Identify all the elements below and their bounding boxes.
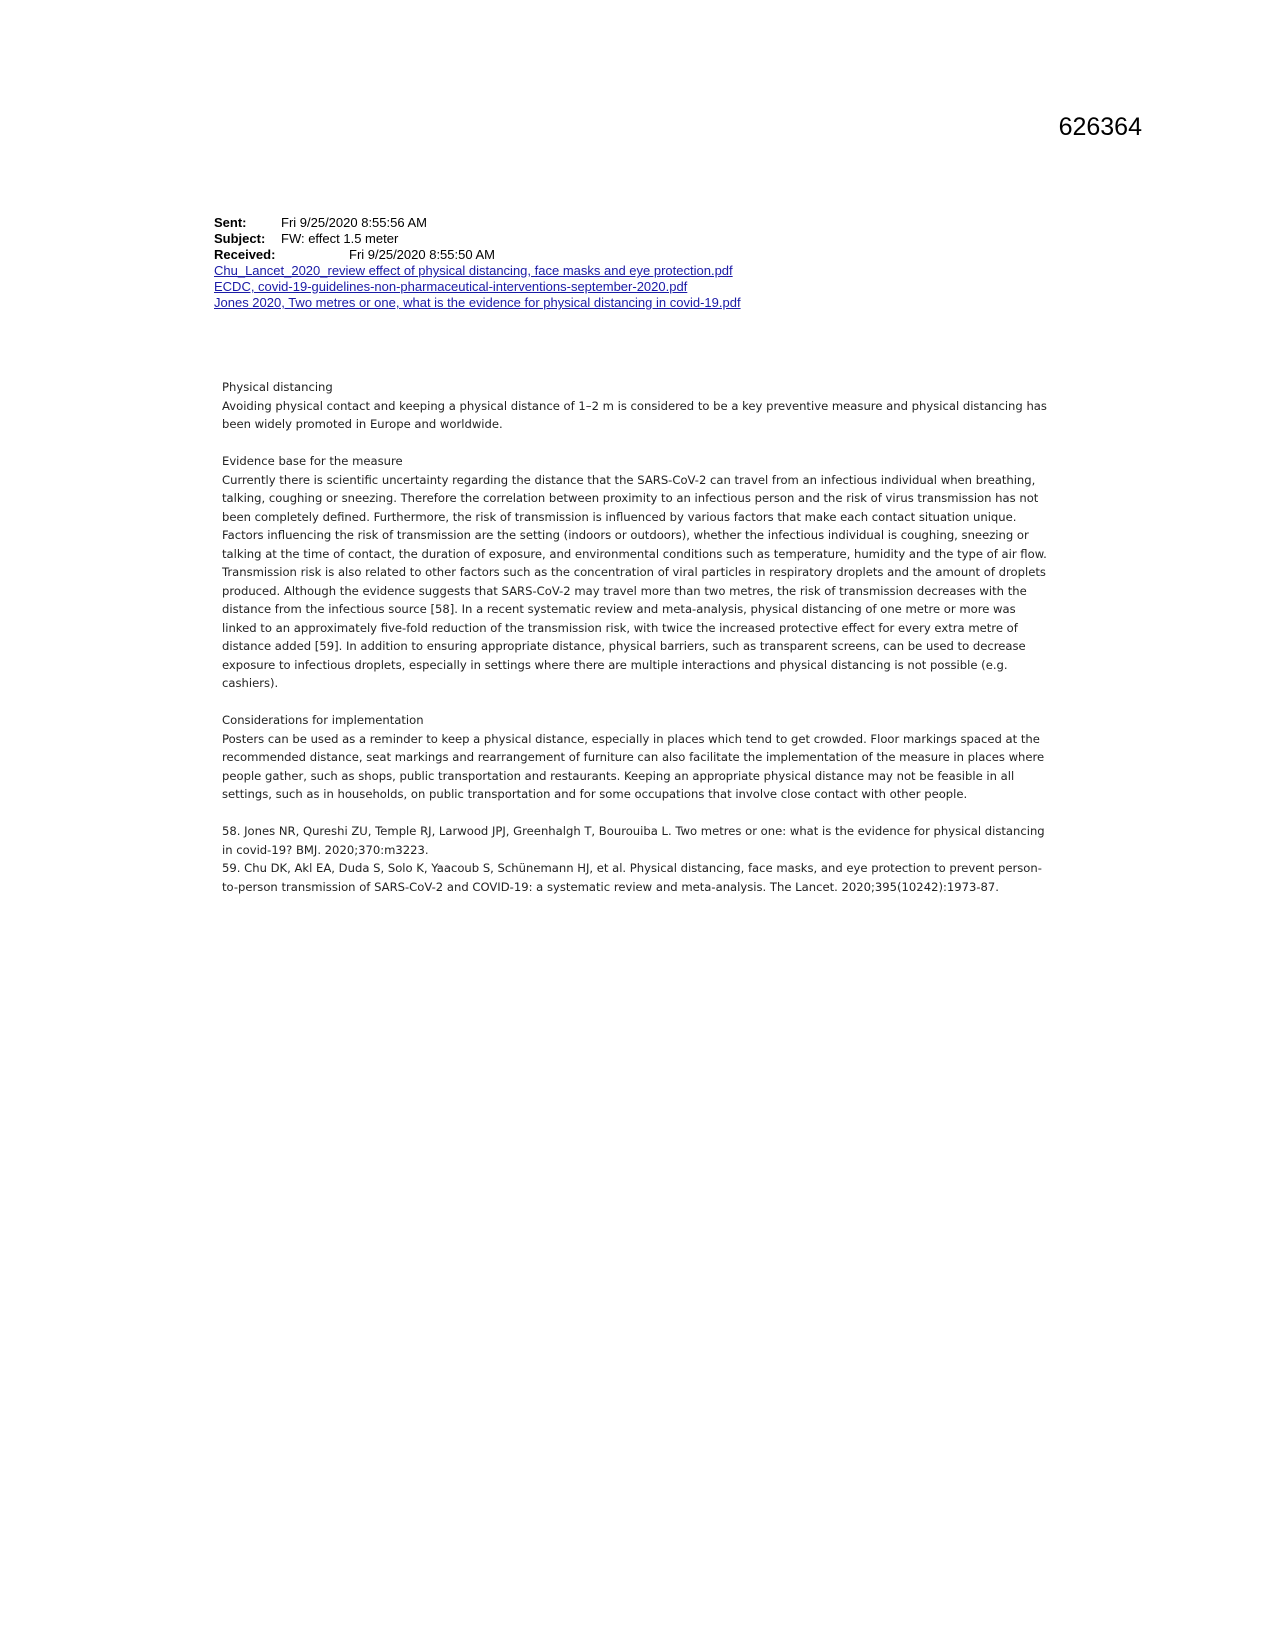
attachment-list — [214, 263, 741, 311]
attachment-link-chu-lancet[interactable]: Chu_Lancet_2020_review effect of physical distancing, face masks and eye protection.pdf — [214, 263, 733, 278]
attachment-item — [214, 295, 741, 311]
sent-label: Sent: — [214, 215, 247, 230]
email-body — [222, 378, 1052, 896]
sent-value: Fri 9/25/2020 8:55:56 AM — [281, 215, 427, 230]
sent-row — [214, 215, 741, 231]
section-heading: Evidence base for the measure — [222, 454, 403, 468]
received-value: Fri 9/25/2020 8:55:50 AM — [349, 247, 495, 262]
section-evidence-base — [222, 452, 1052, 693]
subject-label: Subject: — [214, 231, 266, 246]
email-header — [214, 215, 741, 311]
section-heading: Physical distancing — [222, 380, 333, 394]
received-row — [214, 247, 741, 263]
section-paragraph: Avoiding physical contact and keeping a physical distance of 1–2 m is considered to be a key preventive measure and physical distancing has been widely promoted in Europe and worldwide. — [222, 398, 1047, 431]
reference-item: 59. Chu DK, Akl EA, Duda S, Solo K, Yaacoub S, Schünemann HJ, et al. Physical distancing, face masks, and eye protection to prevent person-to-person transmission of SARS-CoV-2 and COVID-19: a systematic review and meta-analysis. The Lancet. 2020;395(10242):1973-87. — [222, 861, 1042, 894]
document-id: 626364 — [1058, 113, 1142, 141]
section-considerations — [222, 711, 1052, 804]
subject-row — [214, 231, 741, 247]
attachment-link-ecdc[interactable]: ECDC, covid-19-guidelines-non-pharmaceutical-interventions-september-2020.pdf — [214, 279, 688, 294]
subject-value: FW: effect 1.5 meter — [281, 231, 399, 246]
section-physical-distancing — [222, 378, 1052, 434]
section-paragraph: Posters can be used as a reminder to keep a physical distance, especially in places which tend to get crowded. Floor markings spaced at the recommended distance, seat markings and rearrangement of furniture can also facilitate the implementation of the measure in places where people gather, such as shops, public transportation and restaurants. Keeping an appropriate physical distance may not be feasible in all settings, such as in households, on public transportation and for some occupations that involve close contact with other people. — [222, 731, 1045, 801]
section-heading: Considerations for implementation — [222, 713, 424, 727]
attachment-item — [214, 263, 741, 279]
received-label: Received: — [214, 247, 276, 262]
attachment-link-jones[interactable]: Jones 2020, Two metres or one, what is the evidence for physical distancing in covid-19.pdf — [214, 295, 741, 310]
attachment-item — [214, 279, 741, 295]
references — [222, 822, 1052, 896]
reference-item: 58. Jones NR, Qureshi ZU, Temple RJ, Larwood JPJ, Greenhalgh T, Bourouiba L. Two metres or one: what is the evidence for physical distancing in covid-19? BMJ. 2020;370:m3223. — [222, 824, 1045, 857]
section-paragraph: Currently there is scientific uncertainty regarding the distance that the SARS-CoV-2 can travel from an infectious individual when breathing, talking, coughing or sneezing. Therefore the correlation between proximity to an infectious person and the risk of virus transmission has not been completely defined. Furthermore, the risk of transmission is influenced by various factors that make each contact situation unique. Factors influencing the risk of transmission are the setting (indoors or outdoors), whether the infectious individual is coughing, sneezing or talking at the time of contact, the duration of exposure, and environmental conditions such as temperature, humidity and the type of air flow. Transmission risk is also related to other factors such as the concentration of viral particles in respiratory droplets and the amount of droplets produced. Although the evidence suggests that SARS-CoV-2 may travel more than two metres, the risk of transmission decreases with the distance from the infectious source [58]. In a recent systematic review and meta-analysis, physical distancing of one metre or more was linked to an approximately five-fold reduction of the transmission risk, with twice the increased protective effect for every extra metre of distance added [59]. In addition to ensuring appropriate distance, physical barriers, such as transparent screens, can be used to decrease exposure to infectious droplets, especially in settings where there are multiple interactions and physical distancing is not possible (e.g. cashiers). — [222, 472, 1047, 690]
